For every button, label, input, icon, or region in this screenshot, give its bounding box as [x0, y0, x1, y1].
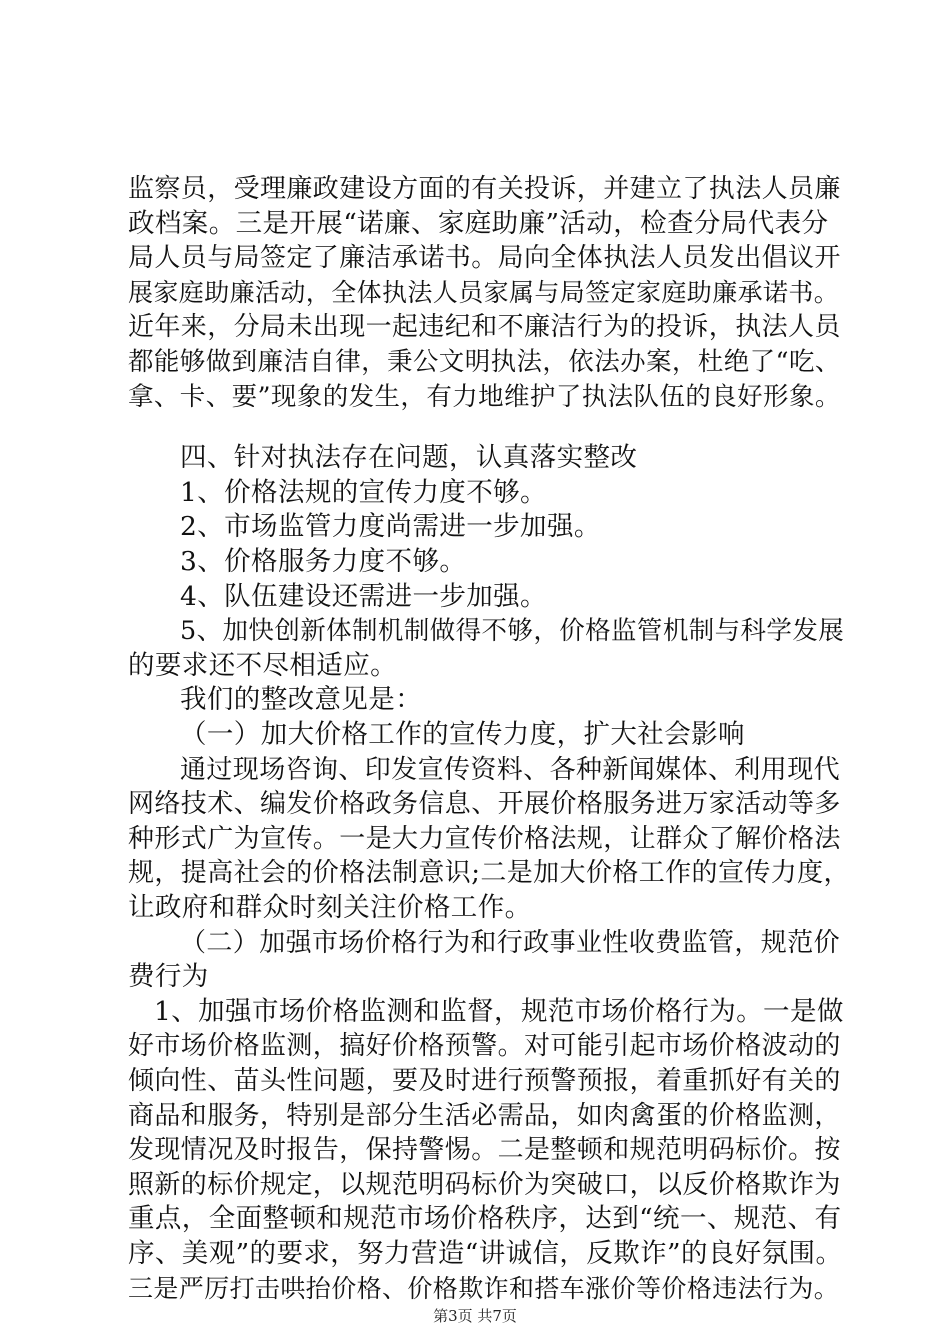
list-item: 3、价格服务力度不够。	[180, 546, 467, 577]
text-line: 展家庭助廉活动，全体执法人员家属与局签定家庭助廉承诺书。	[128, 277, 840, 307]
text-line: 1、加强市场价格监测和监督，规范市场价格行为。一是做	[154, 995, 844, 1027]
page-footer: 第3页 共7页	[433, 1307, 517, 1325]
list-item: 4、队伍建设还需进一步加强。	[180, 580, 547, 612]
text-line: 通过现场咨询、印发宣传资料、各种新闻媒体、利用现代	[180, 754, 841, 785]
text-line: 局人员与局签定了廉洁承诺书。局向全体执法人员发出倡议开	[128, 243, 841, 274]
text-line: 三是严厉打击哄抬价格、价格欺诈和搭车涨价等价格违法行为。	[128, 1273, 840, 1303]
text-line: 近年来，分局未出现一起违纪和不廉洁行为的投诉，执法人员	[128, 312, 841, 343]
text-line: 重点，全面整顿和规范市场价格秩序，达到“统一、规范、有	[128, 1203, 842, 1235]
text-line: 好市场价格监测，搞好价格预警。对可能引起市场价格波动的	[128, 1031, 841, 1062]
text-line: 商品和服务，特别是部分生活必需品，如肉禽蛋的价格监测，	[128, 1100, 841, 1131]
text-line: 网络技术、编发价格政务信息、开展价格服务进万家活动等多	[128, 789, 841, 820]
text-line: 倾向性、苗头性问题，要及时进行预警预报，着重抓好有关的	[128, 1066, 841, 1096]
text-line: 费行为	[128, 961, 209, 993]
section-heading: 四、针对执法存在问题，认真落实整改	[180, 442, 638, 474]
text-line: 政档案。三是开展“诺廉、家庭助廉”活动，检查分局代表分	[128, 207, 829, 239]
text-line: 的要求还不尽相适应。	[128, 649, 397, 681]
text-line: 我们的整改意见是：	[180, 684, 423, 716]
text-line: 照新的标价规定，以规范明码标价为突破口，以反价格欺诈为	[128, 1169, 841, 1200]
subsection-heading: （二）加强市场价格行为和行政事业性收费监管，规范价	[180, 927, 841, 958]
text-line: 都能够做到廉洁自律，秉公文明执法，依法办案，杜绝了“吃、	[128, 347, 841, 377]
text-line: 让政府和群众时刻关注价格工作。	[128, 892, 532, 923]
list-item: 2、市场监管力度尚需进一步加强。	[180, 511, 601, 543]
text-line: 拿、卡、要”现象的发生，有力地维护了执法队伍的良好形象。	[128, 381, 841, 412]
list-item: 5、加快创新体制机制做得不够，价格监管机制与科学发展	[180, 616, 845, 647]
text-line: 发现情况及时报告，保持警惕。二是整顿和规范明码标价。按	[128, 1135, 841, 1166]
list-item: 1、价格法规的宣传力度不够。	[180, 476, 547, 508]
subsection-heading: （一）加大价格工作的宣传力度，扩大社会影响	[180, 719, 745, 750]
text-line: 序、美观”的要求，努力营造“讲诚信，反欺诈”的良好氛围。	[128, 1238, 843, 1269]
text-line: 种形式广为宣传。一是大力宣传价格法规，让群众了解价格法	[128, 823, 841, 854]
text-line: 监察员，受理廉政建设方面的有关投诉，并建立了执法人员廉	[128, 174, 841, 204]
text-line: 规，提高社会的价格法制意识;二是加大价格工作的宣传力度，	[128, 858, 850, 889]
